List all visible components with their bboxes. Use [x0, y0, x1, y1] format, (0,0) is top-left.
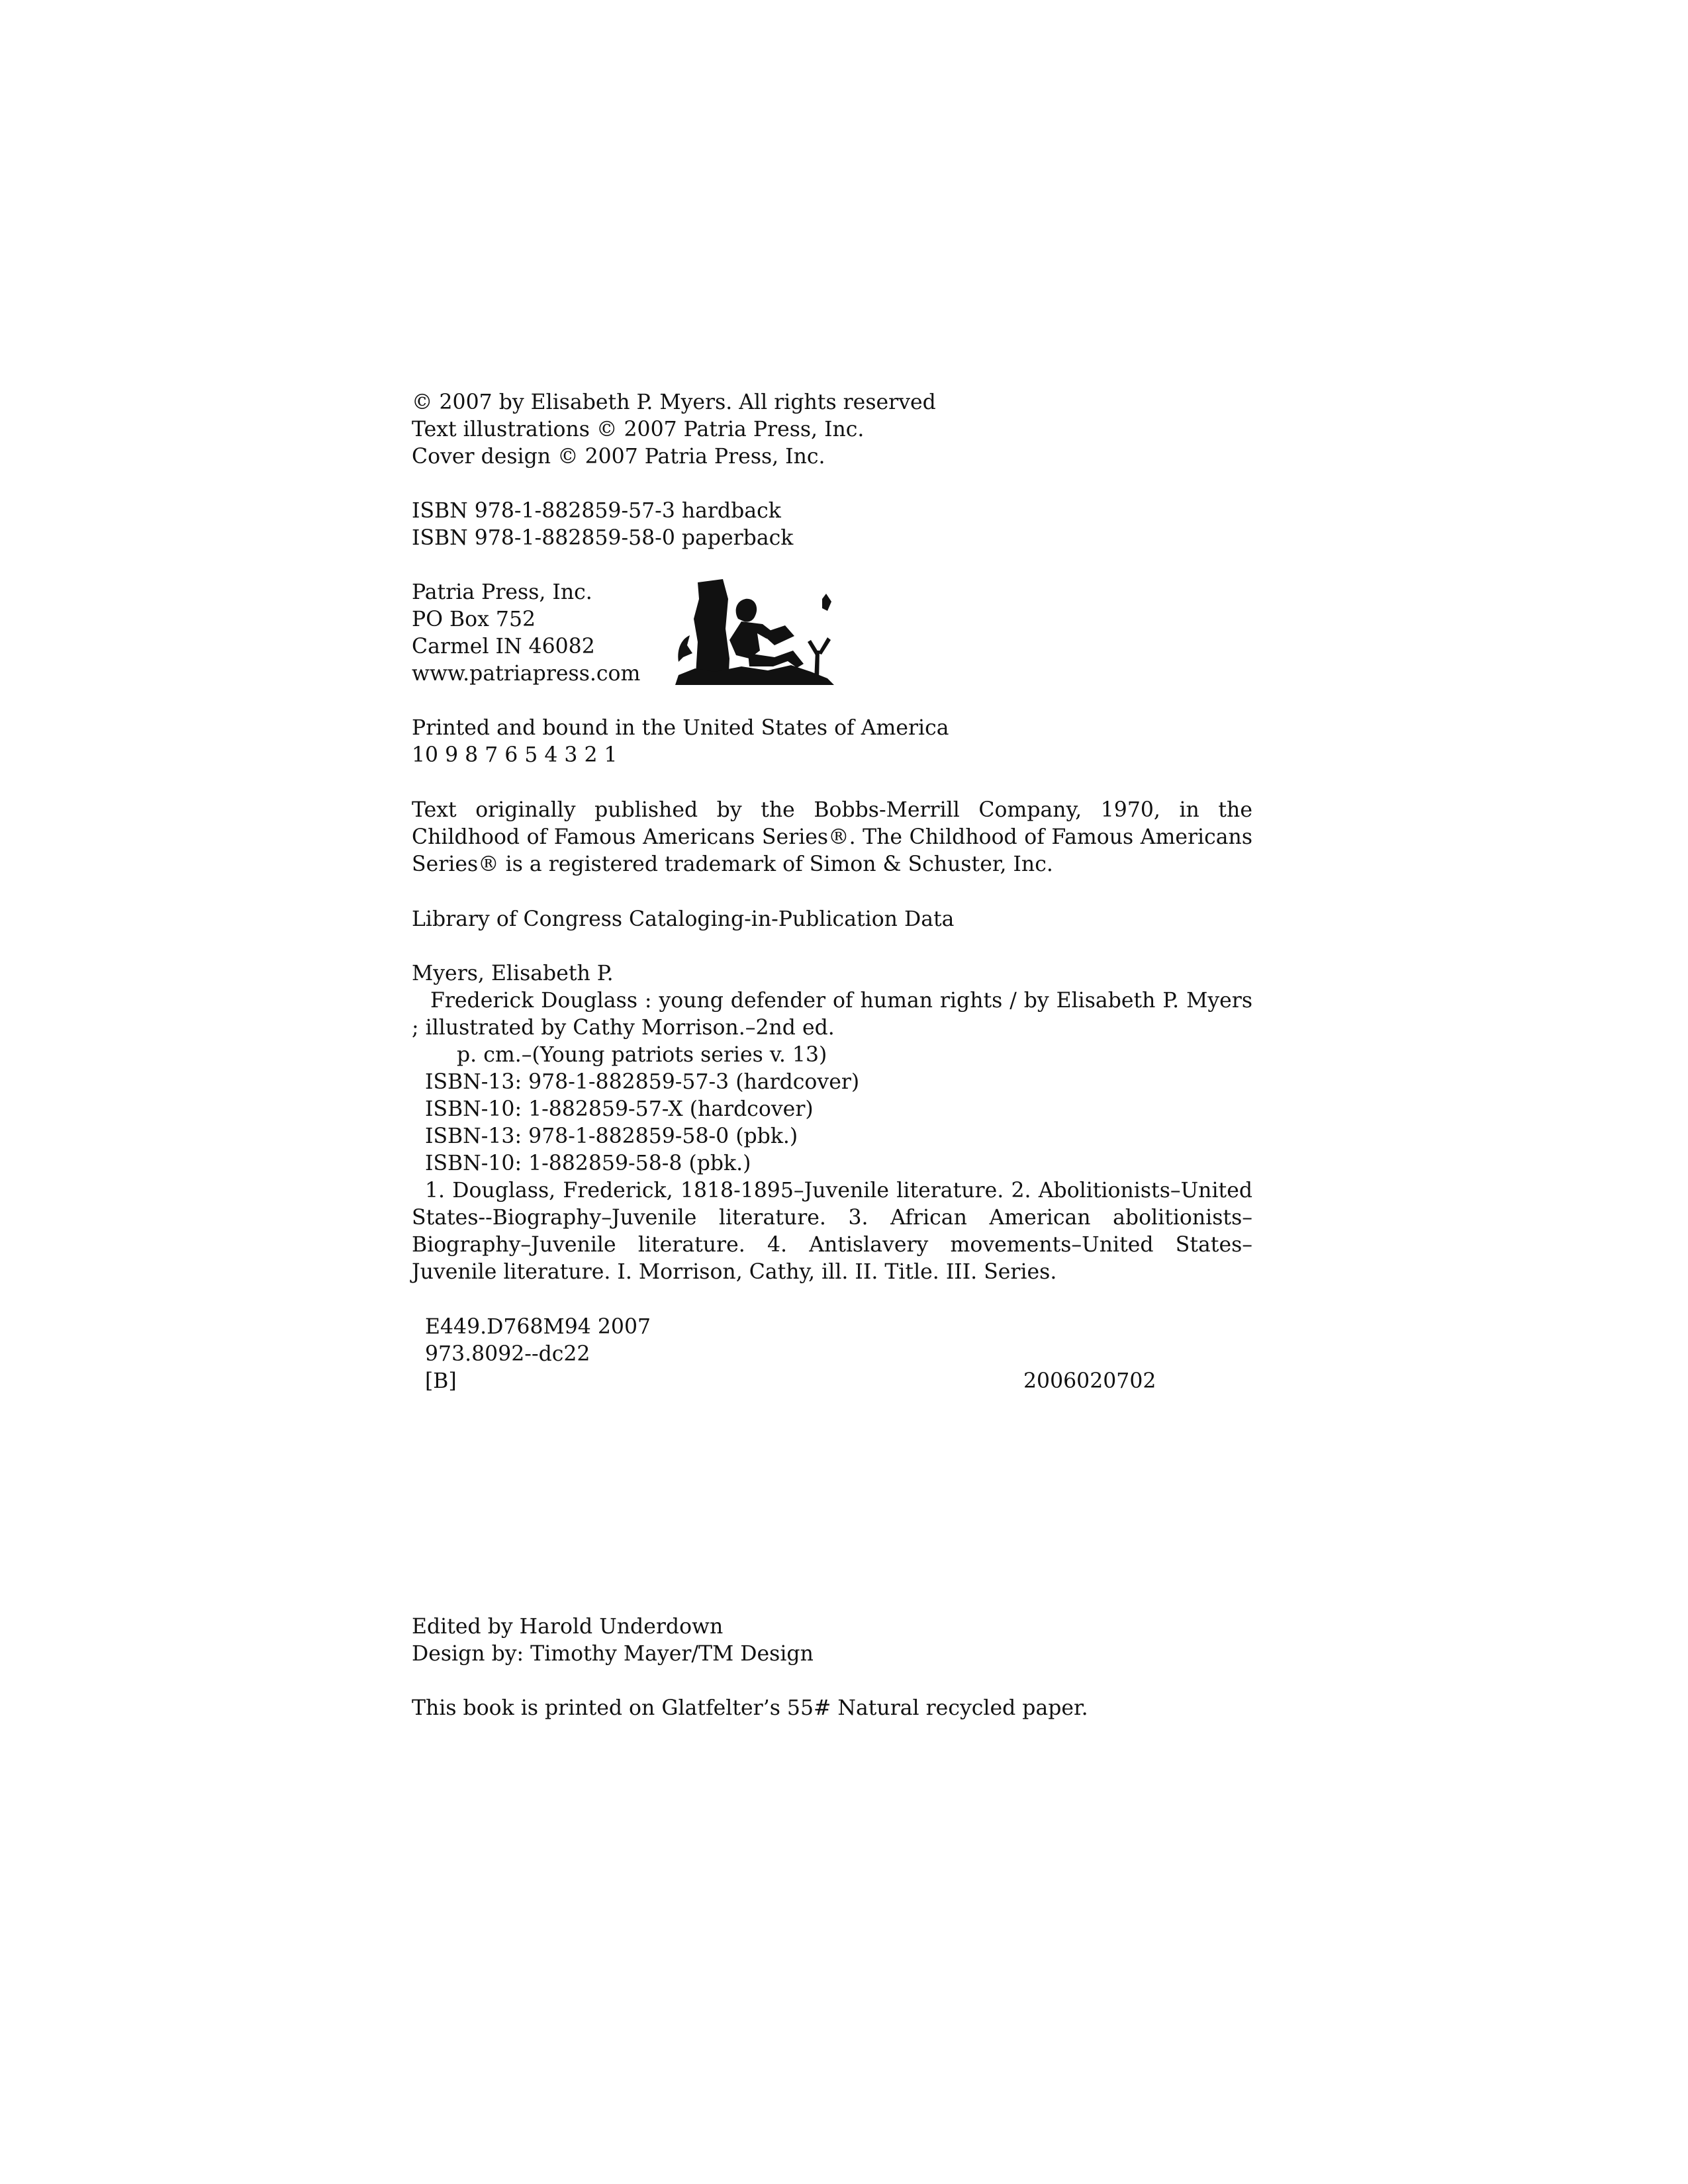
cip-isbn-line: ISBN-10: 1-882859-57-X (hardcover): [425, 1097, 814, 1121]
cip-isbn-line: ISBN-13: 978-1-882859-57-3 (hardcover): [425, 1070, 860, 1094]
isbn-block: [412, 498, 793, 552]
reading-boy-silhouette-icon: [675, 579, 834, 685]
copyright-block: [412, 389, 936, 471]
copyright-line: Text illustrations © 2007 Patria Press, Inc.: [412, 418, 865, 441]
cip-isbn-line: ISBN-10: 1-882859-58-8 (pbk.): [425, 1152, 751, 1175]
isbn-line: ISBN 978-1-882859-57-3 hardback: [412, 499, 781, 523]
printing-block: [412, 715, 949, 769]
publisher-city: Carmel IN 46082: [412, 635, 595, 659]
design-credit: Design by: Timothy Mayer/TM Design: [412, 1642, 814, 1666]
cip-lccn: 2006020702: [1023, 1369, 1156, 1393]
cip-code-row: [412, 1368, 1156, 1395]
cip-lc-class: E449.D768M94 2007: [425, 1315, 651, 1339]
isbn-line: ISBN 978-1-882859-58-0 paperback: [412, 526, 794, 550]
copyright-line: © 2007 by Elisabeth P. Myers. All rights reserved: [412, 390, 936, 414]
copyright-line: Cover design © 2007 Patria Press, Inc.: [412, 445, 825, 469]
cip-heading-block: [412, 906, 954, 933]
cip-code: [B]: [425, 1369, 457, 1393]
cip-classification: [412, 1314, 1156, 1395]
original-publication-text: Text originally published by the Bobbs-Merrill Company, 1970, in the Childhood of Famous Americans Series®. The Childhood of Famous Americans Series® is a registered trademark of Simon & Schuster, Inc.: [412, 798, 1252, 876]
cip-record: [412, 960, 1252, 1286]
cip-isbn-line: ISBN-13: 978-1-882859-58-0 (pbk.): [425, 1124, 798, 1148]
publisher-po-box: PO Box 752: [412, 608, 536, 631]
credits-block: [412, 1614, 814, 1668]
printing-number-line: 10 9 8 7 6 5 4 3 2 1: [412, 743, 618, 767]
cip-title-statement: Frederick Douglass : young defender of human rights / by Elisabeth P. Myers ; illustrated by Cathy Morrison.–2nd ed.: [412, 989, 1252, 1040]
paper-note-block: [412, 1695, 1088, 1722]
publisher-website: www.patriapress.com: [412, 662, 641, 686]
printing-line: Printed and bound in the United States of America: [412, 716, 949, 740]
cip-subjects: 1. Douglass, Frederick, 1818-1895–Juvenile literature. 2. Abolitionists–United States--Biography–Juvenile literature. 3. African American abolitionists–Biography–Juvenile literature. 4. Antislavery movements–United States–Juvenile literature. I. Morrison, Cathy, ill. II. Title. III. Series.: [412, 1179, 1252, 1284]
editor-credit: Edited by Harold Underdown: [412, 1615, 724, 1639]
cip-author: Myers, Elisabeth P.: [412, 962, 614, 985]
cip-heading: Library of Congress Cataloging-in-Publication Data: [412, 907, 955, 931]
original-publication-block: [412, 797, 1252, 878]
cip-dewey: 973.8092--dc22: [425, 1342, 590, 1366]
publisher-name: Patria Press, Inc.: [412, 580, 592, 604]
publisher-address: [412, 579, 640, 688]
cip-physical-description: p. cm.–(Young patriots series v. 13): [457, 1043, 827, 1067]
paper-note: This book is printed on Glatfelter’s 55# Natural recycled paper.: [412, 1696, 1088, 1720]
